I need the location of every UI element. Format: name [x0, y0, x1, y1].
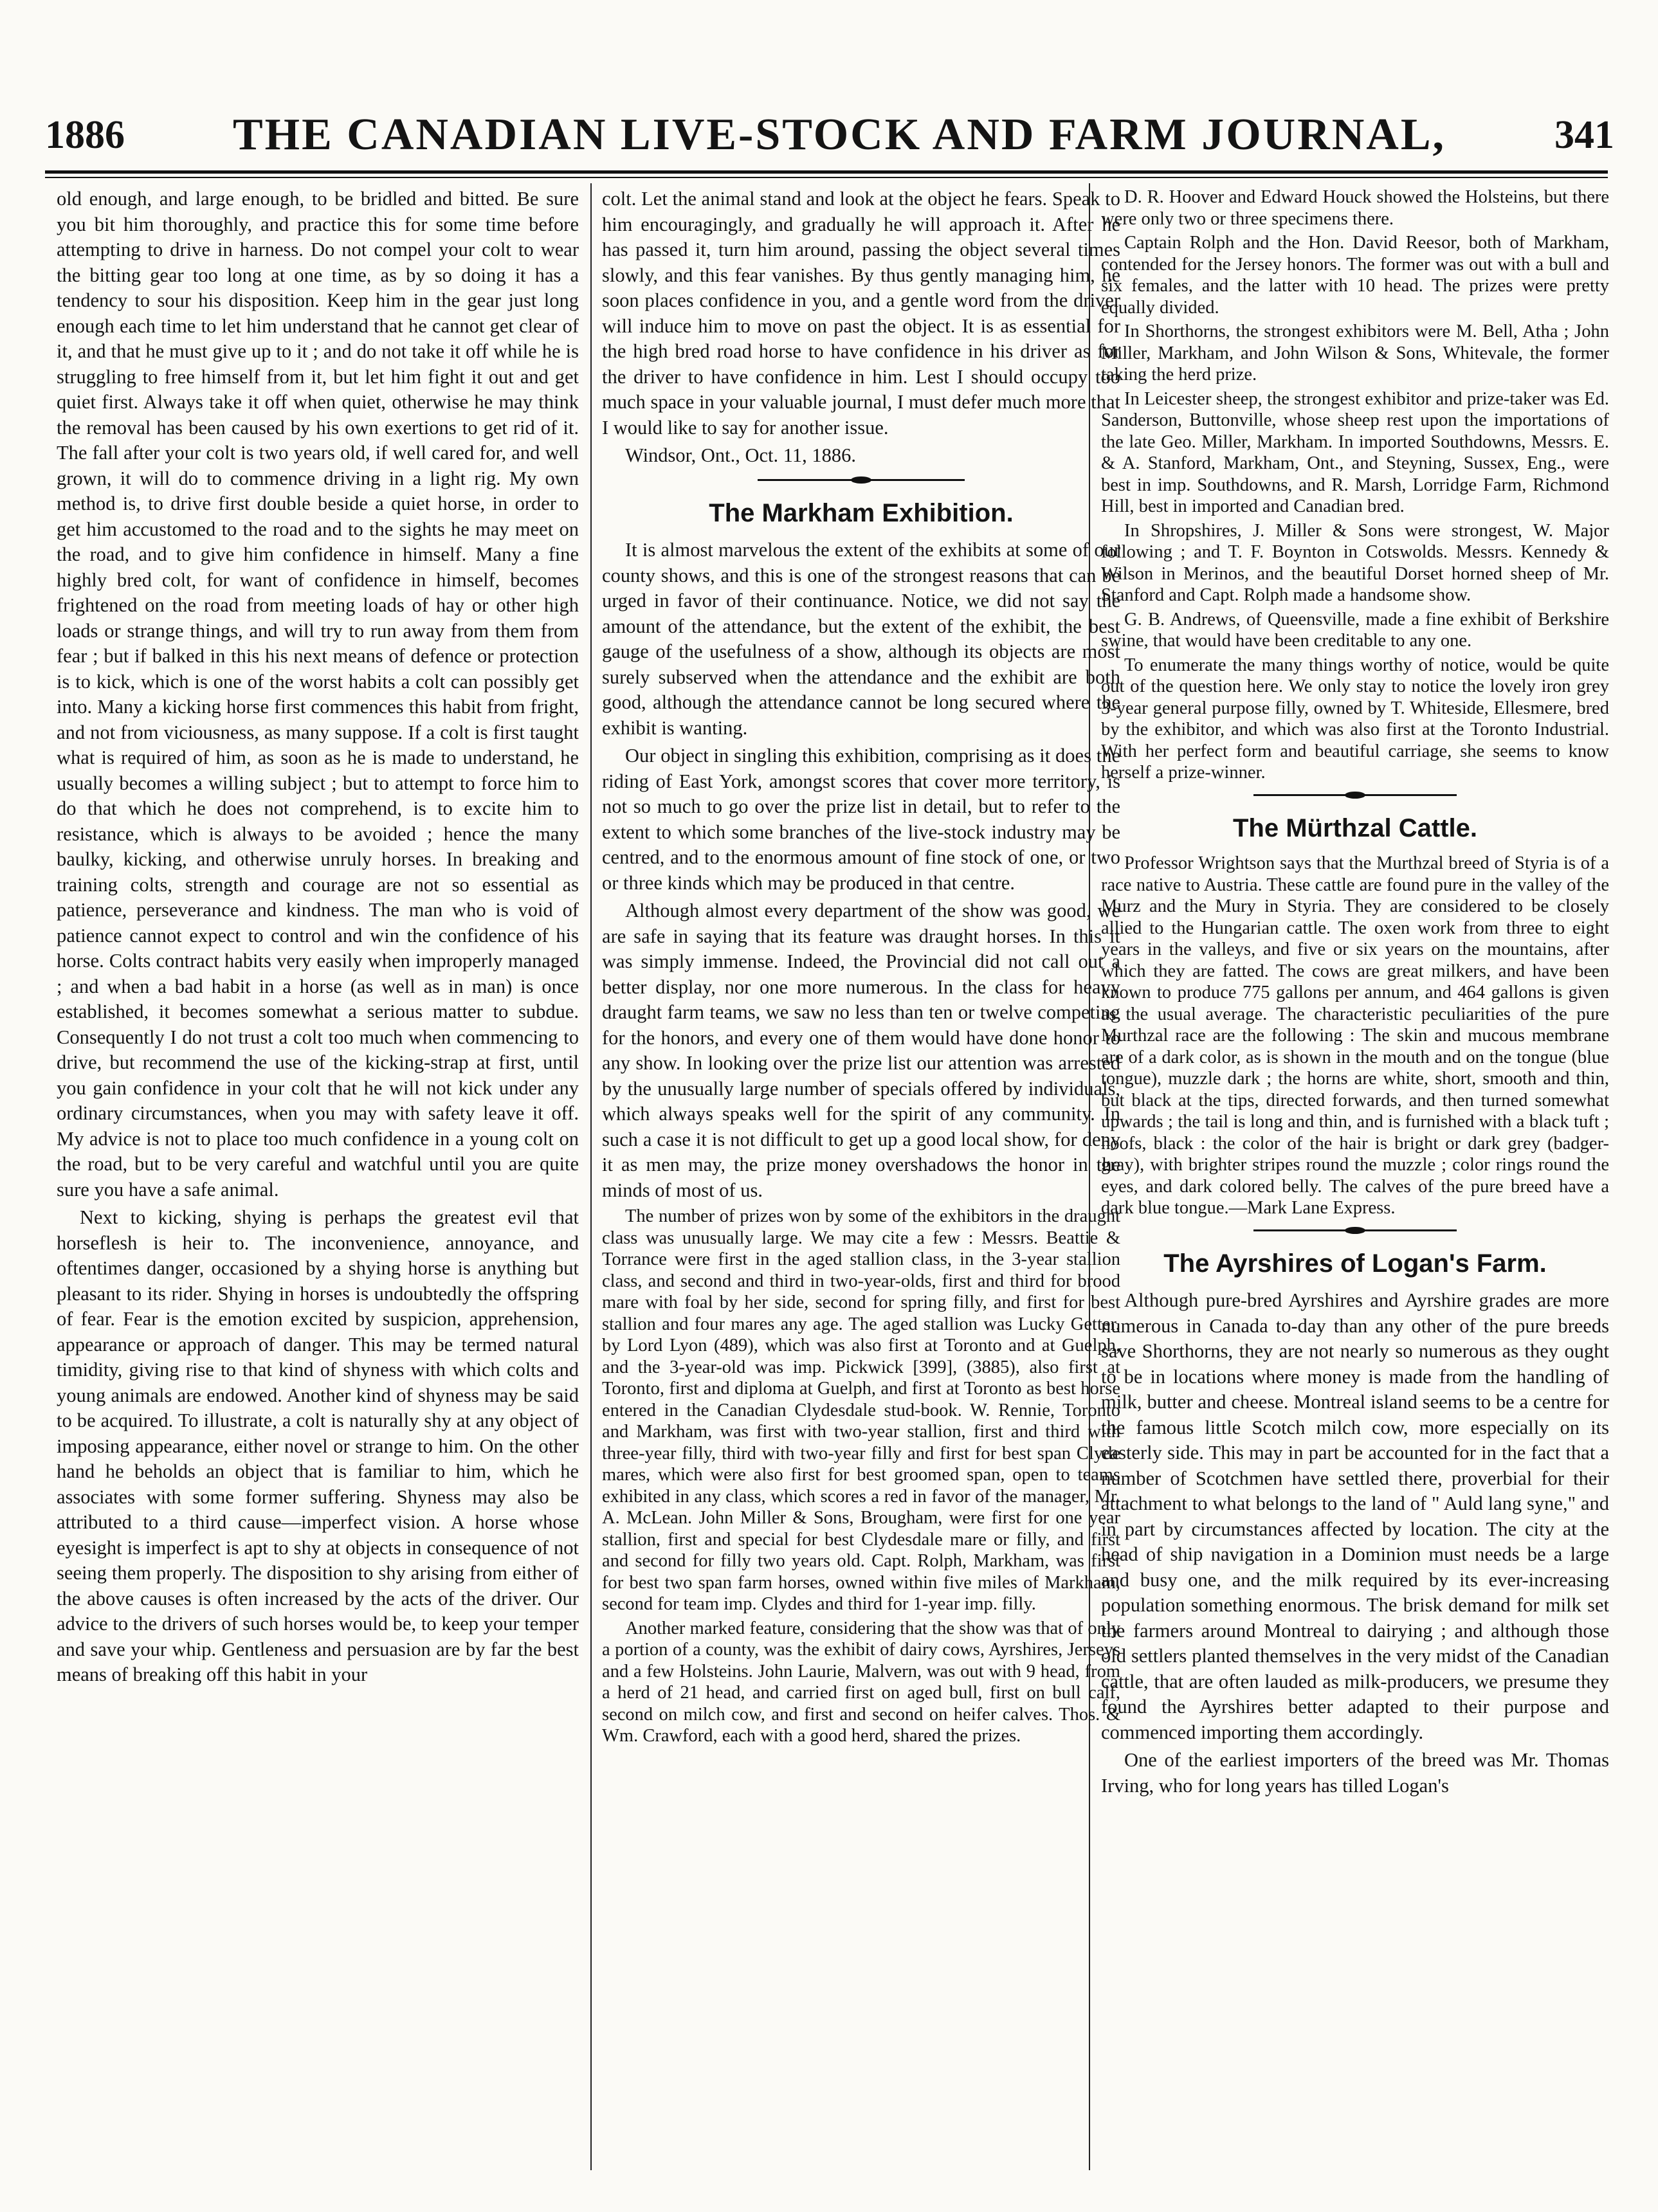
journal-title: THE CANADIAN LIVE-STOCK AND FARM JOURNAL, — [232, 110, 1446, 159]
section-heading-ayrshires: The Ayrshires of Logan's Farm. — [1163, 1249, 1547, 1278]
article-paragraph: It is almost marvelous the extent of the exhibits at some of our county shows, and this is one of the strongest reasons that can be urged in favor of their continuance. Notice, we did not say the amount of the attendance, but the extent of the exhibit, the best gauge of the usefulness of a show, although its objects are most surely subserved when the attendance and the exhibit are both good, although the attendance cannot be long secured where the exhibit is wanting. — [602, 539, 1120, 739]
article-paragraph: Although almost every department of the show was good, we are safe in saying that its feature was draught horses. In this it was simply immense. Indeed, the Provincial did not call out a better display, nor one more numerous. In the class for heavy draught farm teams, we saw no less than ten or twelve competing for the honors, and every one of them would have done honor to any show. In looking over the prize list our attention was arrested by the unusually large number of specials offered by individuals, which always speaks well for the spirit of any community. In such a case it is not difficult to get up a good local show, for deny it as men may, the prize money overshadows the honor in the minds of most of us. — [602, 900, 1120, 1201]
column-3 — [1101, 186, 1609, 2161]
article-paragraph: Although pure-bred Ayrshires and Ayrshire grades are more numerous in Canada to-day than any other of the pure breeds save Shorthorns, they are not nearly so numerous as they ought to be in locations where money is made from the handling of milk, butter and cheese. Montreal island seems to be a centre for the famous little Scotch milch cow, more especially on its easterly side. This may in part be accounted for in the fact that a number of Scotchmen have settled there, proverbial for their attachment to what belongs to the land of " Auld lang syne," and in part by circumstances affected by location. The city at the head of ship navigation in a Dominion must needs be a large and busy one, and the milk required by its ever-increasing population something enormous. The brisk demand for milk set the farmers around Montreal to dairying ; and although those old settlers planted themselves in the very midst of the Canadian cattle, that are often lauded as milk-producers, we presume they found the Ayrshires better adapted to their purpose and commenced importing them accordingly. — [1101, 1289, 1609, 1743]
section-heading-markham: The Markham Exhibition. — [709, 498, 1014, 527]
article-paragraph: In Leicester sheep, the strongest exhibitor and prize-taker was Ed. Sanderson, Buttonville, whose sheep rest upon the importations of the late Geo. Miller, Markham. In imported Southdowns, Messrs. E. & A. Stanford, Markham, Ont., and Steyning, Sussex, Eng., were best in imp. Southdowns, and R. Marsh, Lorridge Farm, Richmond Hill, best in imported and Canadian bred. — [1101, 388, 1609, 516]
article-paragraph: Our object in singling this exhibition, comprising as it does the riding of East York, amongst scores that cover more territory, is not so much to go over the prize list in detail, but to refer to the extent to which some branches of the live-stock industry may be centred, and to the enormous amount of fine stock of one, or two or three kinds which may be produced in that centre. — [602, 745, 1120, 894]
column-1 — [57, 186, 579, 2161]
signoff-dateline: Windsor, Ont., Oct. 11, 1886. — [625, 444, 857, 466]
article-paragraph: Professor Wrightson says that the Murthzal breed of Styria is of a race native to Austria. These cattle are found pure in the valley of the Murz and the Mury in Styria. They are considered to be closely allied to the Hungarian cattle. The oxen work from three to eight years in the valleys, and five or six years on the mountains, after which they are fatted. The cows are great milkers, and have been known to produce 775 gallons per annum, and 464 gallons is given as the usual average. The characteristic peculiarities of the pure Murthzal race are the following : The skin and mucous membrane are of a dark color, as is shown in the mouth and on the tongue (blue tongue), muzzle dark ; the horns are white, short, smooth and thin, but black at the tips, directed forwards, and then turned somewhat upwards ; the tail is long and thin, and is furnished with a black tuft ; hoofs, black : the color of the hair is bright or dark grey (badger-gray), with brighter stripes round the muzzle ; color rings round the eyes, and dark colored belly. The calves of the pure breed have a dark blue tongue.—Mark Lane Express. — [1101, 853, 1609, 1218]
header-rule-thin — [45, 177, 1608, 178]
section-separator — [1101, 790, 1609, 799]
article-paragraph: In Shorthorns, the strongest exhibitors were M. Bell, Atha ; John Miller, Markham, and John Wilson & Sons, Whitevale, the former taking the herd prize. — [1101, 322, 1609, 385]
article-paragraph: The number of prizes won by some of the exhibitors in the draught class was unusually large. We may cite a few : Messrs. Beattie & Torrance were first in the aged stallion class, in the 3-year stallion class, and second and third in two-year-olds, first and third for brood mare with foal by her side, second for spring filly, and first for best stallion and four mares any age. The aged stallion was Lucky Getter, by Lord Lyon (489), which was also first at Toronto and at Guelph, and the 3-year-old was imp. Pickwick [399], (3885), also first at Toronto, first and diploma at Guelph, and first at Toronto as best horse entered in the Canadian Clydesdale stud-book. W. Rennie, Toronto and Markham, was first with two-year stallion, first and third with three-year filly, third with two-year filly and first for best span Clyde mares, which were also first for best groomed span, open to teams exhibited in any class, which scores a red in favor of the manager, Mr. A. McLean. John Miller & Sons, Brougham, were first for one year stallion, first and special for best Clydesdale mare or filly, and first and second for filly two years old. Capt. Rolph, Markham, was first for best two span farm horses, owned within five miles of Markham, second for team imp. Clydes and third for 1-year imp. filly. — [602, 1206, 1120, 1614]
article-paragraph: Next to kicking, shying is perhaps the greatest evil that horseflesh is heir to. The inconvenience, annoyance, and oftentimes danger, occasioned by a shying horse is anything but pleasant to its rider. Shying in horses is undoubtedly the offspring of fear. Fear is the emotion excited by suspicion, apprehension, appearance or approach of danger. This may be termed natural timidity, giving rise to that kind of shyness with which colts and young animals are endowed. Another kind of shyness may be said to be acquired. To illustrate, a colt is naturally shy at any object of imposing appearance, either novel or strange to him. On the other hand he beholds an object that is familiar to him, which he associates with some former suffering. Shyness may also be attributed to a third cause—imperfect vision. A horse whose eyesight is imperfect is apt to shy at objects in consequence of not seeing them properly. The disposition to shy arising from either of the above causes is often increased by the acts of the driver. Our advice to the drivers of such horses would be, to keep your temper and save your whip. Gentleness and persuasion are by far the best means of breaking off this habit in your — [57, 1206, 579, 1685]
header-year: 1886 — [45, 113, 125, 157]
column-divider — [590, 183, 592, 2170]
header-rule-thick — [45, 170, 1608, 174]
article-paragraph: One of the earliest importers of the breed was Mr. Thomas Irving, who for long years has tilled Logan's — [1101, 1749, 1609, 1797]
article-paragraph: G. B. Andrews, of Queensville, made a fine exhibit of Berkshire swine, that would have been creditable to any one. — [1101, 609, 1609, 651]
article-paragraph: Another marked feature, considering that the show was that of only a portion of a county, was the exhibit of dairy cows, Ayrshires, Jerseys and a few Holsteins. John Laurie, Malvern, was out with 9 head, from a herd of 21 head, and carried first on aged bull, first on bull calf, second on milch cow, and first and second on heifer calves. Thos. & Wm. Crawford, each with a good herd, shared the prizes. — [602, 1618, 1120, 1746]
article-paragraph: D. R. Hoover and Edward Houck showed the Holsteins, but there were only two or three specimens there. — [1101, 187, 1609, 229]
page-number: 341 — [1554, 113, 1614, 157]
section-separator — [602, 475, 1120, 484]
section-heading-murthzal: The Mürthzal Cattle. — [1232, 813, 1478, 842]
column-2 — [602, 186, 1120, 2161]
article-paragraph: Captain Rolph and the Hon. David Reesor, both of Markham, contended for the Jersey honors. The former was out with a bull and six females, and the latter with 10 head. The prizes were pretty equally divided. — [1101, 233, 1609, 318]
article-paragraph: In Shropshires, J. Miller & Sons were strongest, W. Major following ; and T. F. Boynton in Cotswolds. Messrs. Kennedy & Wilson in Merinos, and the beautiful Dorset horned sheep of Mr. Stanford and Capt. Rolph made a handsome show. — [1101, 520, 1609, 605]
article-paragraph: To enumerate the many things worthy of notice, would be quite out of the question here. We only stay to notice the lovely iron grey 3-year general purpose filly, owned by T. Whiteside, Ellesmere, bred by the exhibitor, and which was also first at the Toronto Industrial. With her perfect form and beautiful carriage, she seems to know herself a prize-winner. — [1101, 655, 1609, 783]
article-paragraph: colt. Let the animal stand and look at the object he fears. Speak to him encouragingly, and gradually he will approach it. After he has passed it, turn him around, passing the object several times slowly, and this fear vanishes. By thus gently managing him, he soon places confidence in you, and a gentle word from the driver will induce him to move on past the object. It is as essential for the high bred road horse to have confidence in his driver as for the driver to have confidence in him. Lest I should occupy too much space in your valuable journal, I must defer much more that I would like to say for another issue. — [602, 188, 1120, 439]
article-paragraph: old enough, and large enough, to be bridled and bitted. Be sure you bit him thoroughly, and practice this for some time before attempting to drive in harness. Do not compel your colt to wear the bitting gear too long at one time, as by so doing it has a tendency to sour his disposition. Keep him in the gear just long enough each time to let him understand that he cannot get clear of it, and that he must give up to it ; and do not take it off while he is struggling to free himself from it, but let him fight it out and get quiet first. Always take it off when quiet, otherwise he may think the removal has been caused by his own exertions to get rid of it. The fall after your colt is two years old, if well cared for, and well grown, it will do to commence driving in a light rig. My own method is, to drive first double beside a quiet horse, in order to get him accustomed to the road and to the sights he may meet on the road, and to give him confidence in himself. Many a fine highly bred colt, for want of confidence in himself, becomes frightened on the road from meeting loads of hay or other high loads or strange things, and will try to run away from them from fear ; but if balked in this his next means of defence or protection is to kick, which is one of the worst habits a colt can possibly get into. Many a kicking horse first commences this habit from fright, and not from viciousness, as many suppose. If a colt is first taught what is required of him, as soon as he is made to understand, he usually becomes a willing subject ; but to attempt to force him to do that which he does not comprehend, is to excite him to resistance, which is always to be avoided ; hence the many baulky, kicking, and otherwise unruly horses. In breaking and training colts, strength and courage are not so essential as patience, perseverance and kindness. The man who is void of patience cannot expect to control and win the confidence of his horse. Colts contract habits very easily when improperly managed ; and when a bad habit in a horse (as well as in man) is once established, it becomes somewhat a serious matter to subdue. Consequently I do not trust a colt too much when commencing to drive, but recommend the use of the kicking-strap at first, until you gain confidence in your colt that he will not kick under any ordinary circumstances, when you may with safety leave it off. My advice is not to place too much confidence in a young colt on the road, but to be very careful and watchful until you are quite sure you have a safe animal. — [57, 188, 579, 1201]
section-separator — [1101, 1226, 1609, 1235]
page-header — [45, 96, 1614, 174]
